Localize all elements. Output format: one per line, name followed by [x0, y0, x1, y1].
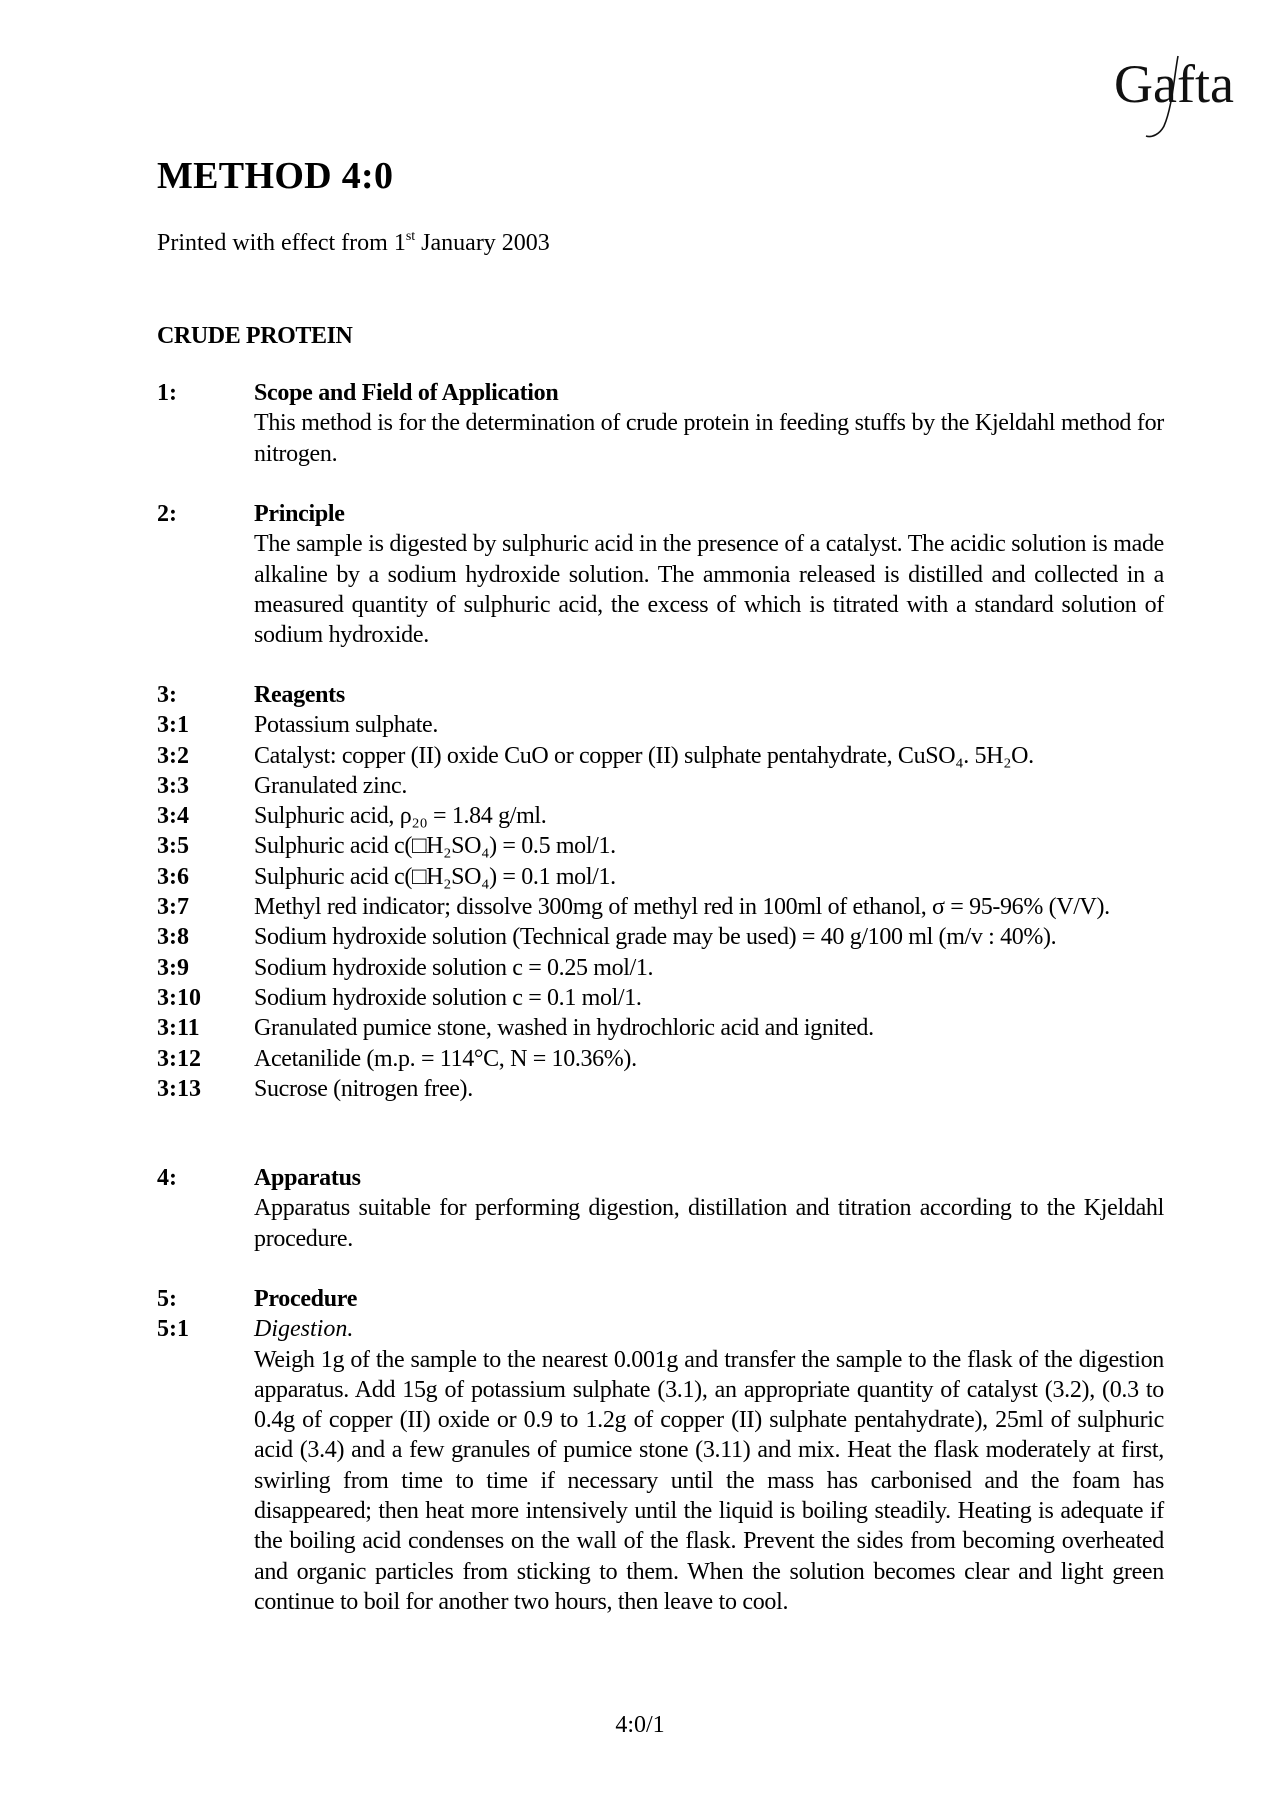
reagent-number: 3:7 [157, 894, 189, 921]
section-number: 1: [157, 380, 177, 406]
reagent-item [157, 1074, 1167, 1104]
section-reagents [157, 680, 1167, 1104]
gafta-logo [1112, 48, 1242, 140]
reagent-item [157, 771, 1167, 801]
reagent-item [157, 922, 1167, 952]
reagent-item [157, 862, 1167, 892]
reagent-item [157, 801, 1167, 831]
reagent-text: Methyl red indicator; dissolve 300mg of methyl red in 100ml of ethanol, σ = 95-96% (V/V). [254, 894, 1110, 921]
section-number: 5: [157, 1286, 177, 1312]
section-text: This method is for the determination of crude protein in feeding stuffs by the Kjeldahl method for nitrogen. [254, 410, 1164, 467]
gafta-logo-mark [1112, 48, 1242, 140]
reagent-text: Potassium sulphate. [254, 712, 439, 739]
reagent-number: 3:1 [157, 712, 189, 739]
section-principle [157, 499, 1167, 650]
section-number: 2: [157, 501, 177, 527]
reagent-text: Sulphuric acid, ρ₂₀ = 1.84 g/ml. [254, 803, 547, 830]
reagent-text: Sodium hydroxide solution (Technical grade may be used) = 40 g/100 ml (m/v : 40%). [254, 924, 1057, 951]
reagent-text: Sulphuric acid c(□H₂SO₄) = 0.1 mol/1. [254, 863, 616, 890]
reagent-text: Sodium hydroxide solution c = 0.25 mol/1. [254, 954, 654, 981]
subsection-title: Digestion. [254, 1316, 354, 1343]
reagent-text: Sulphuric acid c(□H₂SO₄) = 0.5 mol/1. [254, 833, 616, 860]
reagent-item [157, 983, 1167, 1013]
section-heading: Reagents [254, 682, 345, 708]
section-heading: Principle [254, 501, 345, 527]
reagent-item [157, 831, 1167, 861]
section-text: The sample is digested by sulphuric acid in the presence of a catalyst. The acidic solution is made alkaline by a sodium hydroxide solution. The ammonia released is distilled and collected in a measured quantity of sulphuric acid, the excess of which is titrated with a standard solution of sodium hydroxide. [254, 531, 1164, 649]
reagent-number: 3:4 [157, 803, 189, 830]
section-number: 4: [157, 1165, 177, 1191]
reagent-item [157, 1044, 1167, 1074]
reagent-number: 3:11 [157, 1015, 200, 1042]
subsection-number: 5:1 [157, 1316, 189, 1343]
section-apparatus [157, 1163, 1167, 1254]
reagent-text: Sodium hydroxide solution c = 0.1 mol/1. [254, 984, 642, 1011]
reagent-text: Granulated pumice stone, washed in hydrochloric acid and ignited. [254, 1015, 874, 1042]
section-heading: Procedure [254, 1286, 358, 1312]
section-number: 3: [157, 682, 177, 708]
reagent-number: 3:8 [157, 924, 189, 951]
subsection-text: Weigh 1g of the sample to the nearest 0.001g and transfer the sample to the flask of the digestion apparatus. Add 15g of potassium sulphate (3.1), an appropriate quantity of catalyst (3.2), (0.3 to 0.4g of copper (II) oxide or 0.9 to 1.2g of copper (II) sulphate pentahydrate), 25ml of sulphuric acid (3.4) and a few granules of pumice stone (3.11) and mix. Heat the flask moderately at first, swirling from time to time if necessary until the mass has carbonised and the foam has disappeared; then heat more intensively until the liquid is boiling steadily. Heating is adequate if the boiling acid condenses on the wall of the flask. Prevent the sides from becoming overheated and organic particles from sticking to them. When the solution becomes clear and light green continue to boil for another two hours, then leave to cool. [254, 1346, 1164, 1615]
page-number: 4:0/1 [615, 1712, 665, 1738]
section-heading: Scope and Field of Application [254, 380, 559, 406]
reagent-item [157, 953, 1167, 983]
section-procedure [157, 1284, 1167, 1617]
effective-date [157, 230, 550, 257]
reagent-item [157, 1013, 1167, 1043]
reagent-text: Granulated zinc. [254, 772, 407, 799]
subject-heading: CRUDE PROTEIN [157, 323, 353, 349]
reagent-item [157, 710, 1167, 740]
reagent-number: 3:5 [157, 833, 189, 860]
section-scope [157, 378, 1167, 469]
reagent-number: 3:3 [157, 772, 189, 799]
reagent-text: Acetanilide (m.p. = 114°C, N = 10.36%). [254, 1045, 637, 1072]
reagent-number: 3:13 [157, 1075, 201, 1102]
reagent-text: Catalyst: copper (II) oxide CuO or copper (II) sulphate pentahydrate, CuSO₄. 5H₂O. [254, 742, 1034, 769]
effective-date-sup: st [405, 229, 416, 244]
reagent-number: 3:12 [157, 1045, 201, 1072]
section-text: Apparatus suitable for performing digestion, distillation and titration according to the Kjeldahl procedure. [254, 1195, 1164, 1252]
page-title: METHOD 4:0 [157, 155, 394, 197]
reagent-item [157, 741, 1167, 771]
reagent-number: 3:2 [157, 742, 189, 769]
reagent-number: 3:10 [157, 984, 201, 1011]
effective-date-suffix: January 2003 [415, 230, 550, 256]
section-heading: Apparatus [254, 1165, 361, 1191]
reagent-number: 3:6 [157, 863, 189, 890]
reagent-text: Sucrose (nitrogen free). [254, 1075, 473, 1102]
gafta-logo-text: Gafta [1114, 54, 1234, 114]
reagent-item [157, 892, 1167, 922]
reagent-number: 3:9 [157, 954, 189, 981]
effective-date-prefix: Printed with effect from 1 [157, 230, 406, 256]
